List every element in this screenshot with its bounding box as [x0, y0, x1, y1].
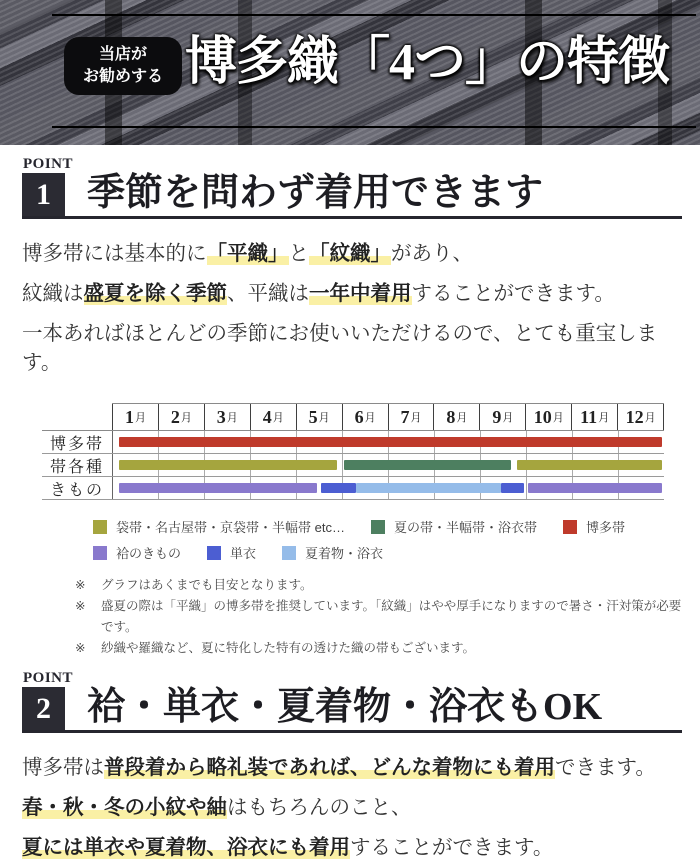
chart-bar-hitoe_blue — [501, 483, 524, 493]
month-unit: 月 — [272, 412, 284, 424]
legend-swatch — [207, 546, 221, 560]
month-unit: 月 — [364, 412, 376, 424]
text-run: 、平織は — [227, 282, 309, 305]
paragraph — [22, 319, 682, 377]
section-2-heading: 袷・単衣・夏着物・浴衣もOK — [87, 686, 603, 729]
month-number: 3 — [216, 406, 226, 427]
point-2-badge — [22, 671, 73, 730]
text-run: 一本あればほとんどの季節にお使いいただけるので、とても重宝します。 — [22, 322, 658, 374]
month-number: 2 — [170, 406, 180, 427]
month-label — [250, 404, 296, 430]
legend-item — [207, 543, 256, 562]
hero-banner — [0, 0, 700, 145]
chart-row-track — [112, 431, 664, 453]
chart-row — [42, 431, 664, 454]
legend-label: 夏の帯・半幅帯・浴衣帯 — [393, 520, 537, 535]
legend-label: 袷のきもの — [116, 546, 182, 561]
legend-swatch — [563, 520, 577, 534]
month-number: 4 — [262, 406, 272, 427]
chart-row-label: きもの — [49, 481, 104, 499]
legend-swatch — [282, 546, 296, 560]
legend-row — [93, 543, 682, 562]
chart-bar-olive — [119, 460, 338, 470]
month-label — [158, 404, 204, 430]
point-word: POINT — [23, 670, 74, 686]
note-line — [75, 596, 682, 638]
paragraph — [22, 279, 682, 308]
legend-label: 袋帯・名古屋帯・京袋帯・半幅帯 etc… — [116, 520, 345, 535]
highlighted-text-run: 「紋織」 — [309, 242, 391, 265]
chart-row-track — [112, 477, 664, 499]
section-1-heading: 季節を問わず着用できます — [87, 172, 544, 215]
section-point-2 — [0, 671, 700, 862]
month-number: 10 — [533, 406, 552, 427]
month-unit: 月 — [598, 412, 610, 424]
month-unit: 月 — [644, 412, 656, 424]
chart-row-label: 帯各種 — [49, 458, 104, 476]
legend-label: 夏着物・浴衣 — [305, 546, 384, 561]
legend-row — [93, 517, 682, 536]
chart-bar-summer_green — [344, 460, 511, 470]
month-label — [388, 404, 434, 430]
note-marker: ※ — [75, 641, 86, 655]
chart-header-row — [42, 403, 664, 431]
month-number: 5 — [308, 406, 318, 427]
chart-rows — [42, 431, 664, 500]
page-title: 博多織「4つ」の特徴 — [185, 34, 670, 91]
highlighted-text-run: 普段着から略礼装であれば、どんな着物にも着用 — [104, 756, 555, 779]
text-run: 博多帯は — [22, 756, 104, 779]
highlighted-text-run: 一年中着用 — [309, 282, 412, 305]
seasonal-chart — [42, 403, 664, 500]
text-run: 紋織は — [22, 282, 84, 305]
paragraph — [22, 753, 682, 782]
month-label — [296, 404, 342, 430]
legend-item — [371, 517, 537, 536]
chart-corner — [42, 403, 112, 430]
point-number: 2 — [22, 687, 65, 730]
text-run: と — [288, 242, 309, 265]
month-number: 12 — [625, 406, 644, 427]
text-run: することができます。 — [350, 836, 554, 859]
month-label — [112, 404, 158, 430]
chart-notes — [75, 575, 682, 659]
chart-bar-hitoe_blue — [321, 483, 356, 493]
text-run: できます。 — [555, 756, 656, 779]
month-unit: 月 — [134, 412, 146, 424]
highlighted-text-run: 春・秋・冬の小紋や紬 — [22, 796, 227, 819]
legend-item — [563, 517, 625, 536]
chart-bar-awase_purple — [119, 483, 317, 493]
hero-bottom-rule — [52, 126, 696, 128]
highlighted-text-run: 盛夏を除く季節 — [83, 282, 227, 305]
paragraph — [22, 793, 682, 822]
legend-swatch — [93, 546, 107, 560]
month-number: 6 — [354, 406, 364, 427]
note-text: 盛夏の際は「平織」の博多帯を推奨しています。「紋織」はやや厚手になりますので暑さ・汗対策が必要です。 — [101, 599, 682, 634]
month-number: 9 — [492, 406, 502, 427]
section-point-1 — [0, 157, 700, 659]
month-label — [204, 404, 250, 430]
note-line — [75, 638, 682, 659]
month-number: 11 — [580, 406, 598, 427]
paragraph — [22, 833, 682, 862]
legend-label: 博多帯 — [585, 520, 625, 535]
section-1-body — [22, 239, 682, 377]
badge-line-2: お勧めする — [82, 68, 163, 85]
chart-bar-awase_purple — [528, 483, 661, 493]
legend-item — [282, 543, 383, 562]
point-1-header — [22, 157, 682, 219]
point-number: 1 — [22, 173, 65, 216]
month-label — [571, 404, 617, 430]
legend-swatch — [93, 520, 107, 534]
month-unit: 月 — [410, 412, 422, 424]
legend-item — [93, 517, 345, 536]
shop-recommend-badge — [64, 37, 182, 95]
month-unit: 月 — [318, 412, 330, 424]
note-text: グラフはあくまでも目安となります。 — [101, 578, 313, 592]
point-2-header — [22, 671, 682, 733]
paragraph — [22, 239, 682, 268]
month-unit: 月 — [502, 412, 514, 424]
month-number: 8 — [446, 406, 456, 427]
legend-item — [93, 543, 181, 562]
hero-top-rule — [52, 14, 696, 16]
note-marker: ※ — [75, 599, 86, 613]
note-marker: ※ — [75, 578, 86, 592]
text-run: があり、 — [391, 242, 473, 265]
highlighted-text-run: 「平織」 — [206, 242, 289, 265]
month-number: 1 — [124, 406, 134, 427]
month-label — [525, 404, 571, 430]
month-unit: 月 — [180, 412, 192, 424]
legend-label: 単衣 — [230, 546, 257, 561]
section-2-body — [22, 753, 682, 862]
month-label — [433, 404, 479, 430]
month-label — [342, 404, 388, 430]
note-text: 紗織や羅織など、夏に特化した特有の透けた織の帯もございます。 — [101, 641, 476, 655]
point-1-badge — [22, 157, 73, 216]
highlighted-text-run: 夏には単衣や夏着物、浴衣にも着用 — [22, 836, 350, 859]
chart-legend — [93, 517, 682, 562]
chart-row-label: 博多帯 — [49, 435, 104, 453]
text-run: はもちろんのこと、 — [227, 796, 412, 819]
note-line — [75, 575, 682, 596]
chart-bar-olive — [517, 460, 662, 470]
month-unit: 月 — [226, 412, 238, 424]
chart-row — [42, 454, 664, 477]
chart-row — [42, 477, 664, 500]
badge-line-1: 当店が — [98, 45, 147, 63]
month-label — [617, 404, 664, 430]
chart-row-track — [112, 454, 664, 476]
legend-swatch — [371, 520, 385, 534]
text-run: することができます。 — [411, 282, 615, 305]
month-number: 7 — [400, 406, 410, 427]
month-unit: 月 — [456, 412, 468, 424]
chart-months — [112, 403, 664, 430]
chart-bar-summer_lightblue — [356, 483, 501, 493]
month-label — [479, 404, 525, 430]
point-word: POINT — [23, 156, 74, 172]
text-run: 博多帯には基本的に — [22, 242, 207, 265]
chart-bar-hakata_red — [119, 437, 662, 447]
month-unit: 月 — [552, 412, 564, 424]
